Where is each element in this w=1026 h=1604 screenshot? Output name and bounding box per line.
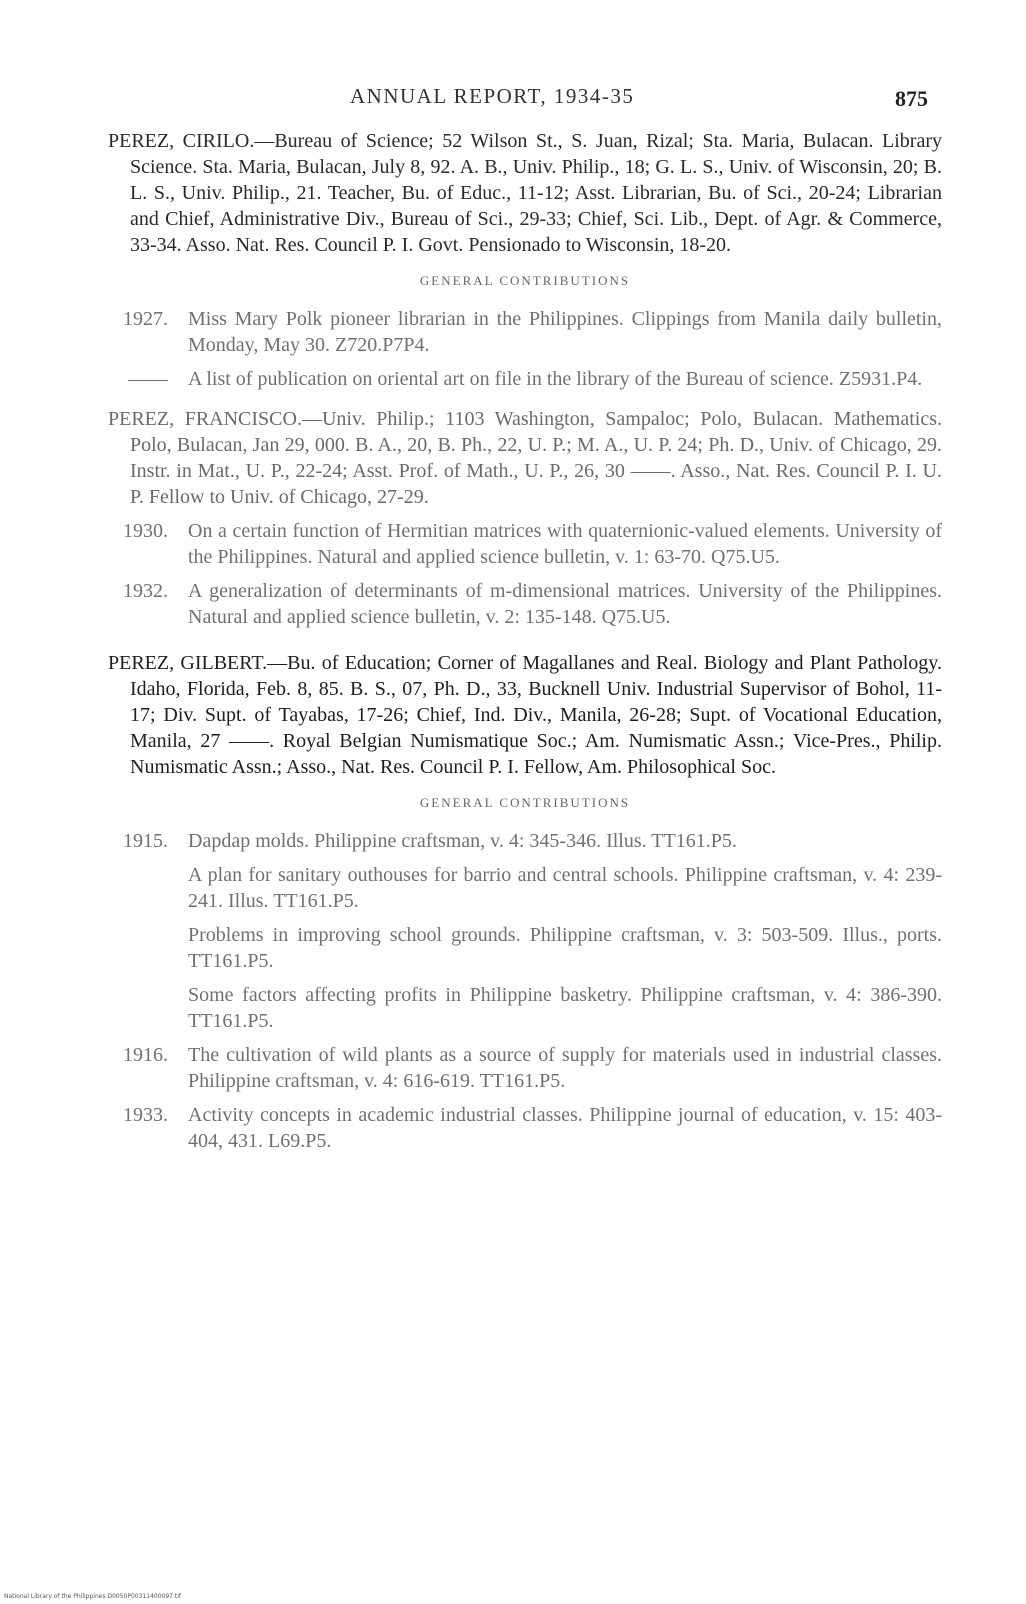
publication-item [108,982,942,1034]
biography-entry-perez-gilbert: PEREZ, GILBERT.—Bu. of Education; Corner of Magallanes and Real. Biology and Plant Pathology. Idaho, Florida, Feb. 8, 85. B. S., 07, Ph. D., 33, Bucknell Univ. Industrial Supervisor of Bohol, 11-17; Div. Supt. of Tayabas, 17-26; Chief, Ind. Div., Manila, 26-28; Supt. of Vocational Education, Manila, 27 ——. Royal Belgian Numismatique Soc.; Am. Numismatic Assn.; Vice-Pres., Philip. Numismatic Assn.; Asso., Nat. Res. Council P. I. Fellow, Am. Philosophical Soc. [108,652,942,778]
publication-list [108,306,942,392]
section-heading: GENERAL CONTRIBUTIONS [419,273,631,288]
publication-item [108,578,942,630]
publication-year: 1915. [123,830,168,852]
publication-item [108,366,942,392]
publication-text: Problems in improving school grounds. Philippine craftsman, v. 3: 503-509. Illus., ports. TT161.P5. [188,924,942,972]
publication-text: The cultivation of wild plants as a source of supply for materials used in industrial classes. Philippine craftsman, v. 4: 616-619. TT161.P5. [188,1044,942,1092]
publication-year: —— [128,368,168,390]
publication-year: 1916. [123,1044,168,1066]
publication-item [108,862,942,914]
directory-content [108,128,942,1162]
publication-text: Activity concepts in academic industrial classes. Philippine journal of education, v. 15: 403-404, 431. L69.P5. [188,1104,942,1152]
scan-source-footer: National Library of the Philippines D0050P00311400097.tif [4,1593,182,1600]
publication-text: Dapdap molds. Philippine craftsman, v. 4: 345-346. Illus. TT161.P5. [188,830,737,852]
publication-item [108,518,942,570]
publication-item [108,306,942,358]
running-title: ANNUAL REPORT, 1934-35 [350,84,635,108]
section-heading: GENERAL CONTRIBUTIONS [419,795,631,810]
page-number: 875 [895,86,928,111]
publication-list [108,518,942,630]
publication-text: A plan for sanitary outhouses for barrio and central schools. Philippine craftsman, v. 4: 239-241. Illus. TT161.P5. [188,864,942,912]
publication-list [108,828,942,1154]
biography-entry-perez-cirilo: PEREZ, CIRILO.—Bureau of Science; 52 Wilson St., S. Juan, Rizal; Sta. Maria, Bulacan. Library Science. Sta. Maria, Bulacan, July 8, 92. A. B., Univ. Philip., 18; G. L. S., Univ. of Wisconsin, 20; B. L. S., Univ. Philip., 21. Teacher, Bu. of Educ., 11-12; Asst. Librarian, Bu. of Sci., 20-24; Librarian and Chief, Administrative Div., Bureau of Sci., 29-33; Chief, Sci. Lib., Dept. of Agr. & Commerce, 33-34. Asso. Nat. Res. Council P. I. Govt. Pensionado to Wisconsin, 18-20. [108,130,942,256]
publication-text: On a certain function of Hermitian matrices with quaternionic-valued elements. University of the Philippines. Natural and applied science bulletin, v. 1: 63-70. Q75.U5. [188,520,942,568]
page-header [0,84,1026,124]
publication-year: 1930. [123,520,168,542]
publication-text: A list of publication on oriental art on file in the library of the Bureau of science. Z5931.P4. [188,368,923,390]
publication-year: 1933. [123,1104,168,1126]
publication-text: A generalization of determinants of m-dimensional matrices. University of the Philippines. Natural and applied science bulletin, v. 2: 135-148. Q75.U5. [188,580,942,628]
publication-item [108,922,942,974]
publication-item [108,828,942,854]
publication-text: Some factors affecting profits in Philippine basketry. Philippine craftsman, v. 4: 386-390. TT161.P5. [188,984,942,1032]
publication-item [108,1102,942,1154]
publication-year: 1927. [123,308,168,330]
publication-year: 1932. [123,580,168,602]
publication-item [108,1042,942,1094]
publication-text: Miss Mary Polk pioneer librarian in the Philippines. Clippings from Manila daily bulletin, Monday, May 30. Z720.P7P4. [188,308,942,356]
biography-entry-perez-francisco: PEREZ, FRANCISCO.—Univ. Philip.; 1103 Washington, Sampaloc; Polo, Bulacan. Mathematics. Polo, Bulacan, Jan 29, 000. B. A., 20, B. Ph., 22, U. P.; M. A., U. P. 24; Ph. D., Univ. of Chicago, 29. Instr. in Mat., U. P., 22-24; Asst. Prof. of Math., U. P., 26, 30 ——. Asso., Nat. Res. Council P. I. U. P. Fellow to Univ. of Chicago, 27-29. [108,408,942,508]
